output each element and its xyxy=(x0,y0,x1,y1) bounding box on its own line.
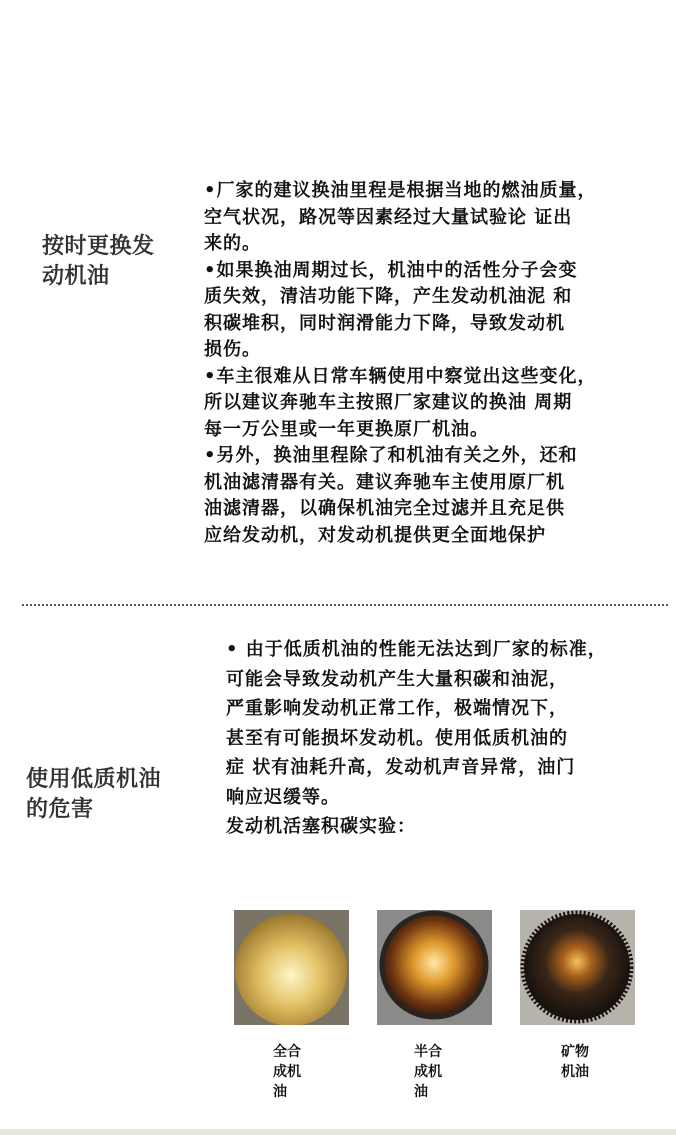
dotted-divider xyxy=(22,604,668,606)
caption-semi-synthetic: 半合成机油 xyxy=(414,1044,442,1100)
piston-photo-mineral xyxy=(520,910,635,1025)
piston-photo-full-synthetic xyxy=(234,910,349,1025)
piston-photo-semi-synthetic xyxy=(377,910,492,1025)
low-quality-oil-body: • 由于低质机油的性能无法达到厂家的标准， 可能会导致发动机产生大量积碳和油泥， 严重影响发动机正常工作，极端情况下， 甚至有可能损坏发动机。使用低质机油的 症 状有油耗升高，发动机声音异常，油门 响应迟缓等。 发动机活塞积碳实验： xyxy=(226,639,607,837)
bottom-bar xyxy=(0,1129,676,1135)
section-title-oil-change: 按时更换发 动机油 xyxy=(42,234,155,289)
caption-full-synthetic: 全合成机油 xyxy=(273,1044,301,1100)
section-title-low-quality-oil: 使用低质机油 的危害 xyxy=(26,767,162,822)
caption-mineral: 矿物机油 xyxy=(561,1044,589,1080)
oil-change-bullets: •厂家的建议换油里程是根据当地的燃油质量， 空气状况，路况等因素经过大量试验论 证出 来的。 •如果换油周期过长，机油中的活性分子会变 质失效，清洁功能下降，产生发动机油泥 和 积碳堆积，同时润滑能力下降，导致发动机 损伤。 •车主很难从日常车辆使用中察觉出这些变化， 所以建议奔驰车主按照厂家建议的换油 周期 每一万公里或一年更换原厂机油。 •另外，换油里程除了和机油有关之外，还和 机油滤清器有关。建议奔驰车主使用原厂机 油滤清器，以确保机油完全过滤并且充足供 应给发动机，对发动机提供更全面地保护 xyxy=(204,180,597,546)
